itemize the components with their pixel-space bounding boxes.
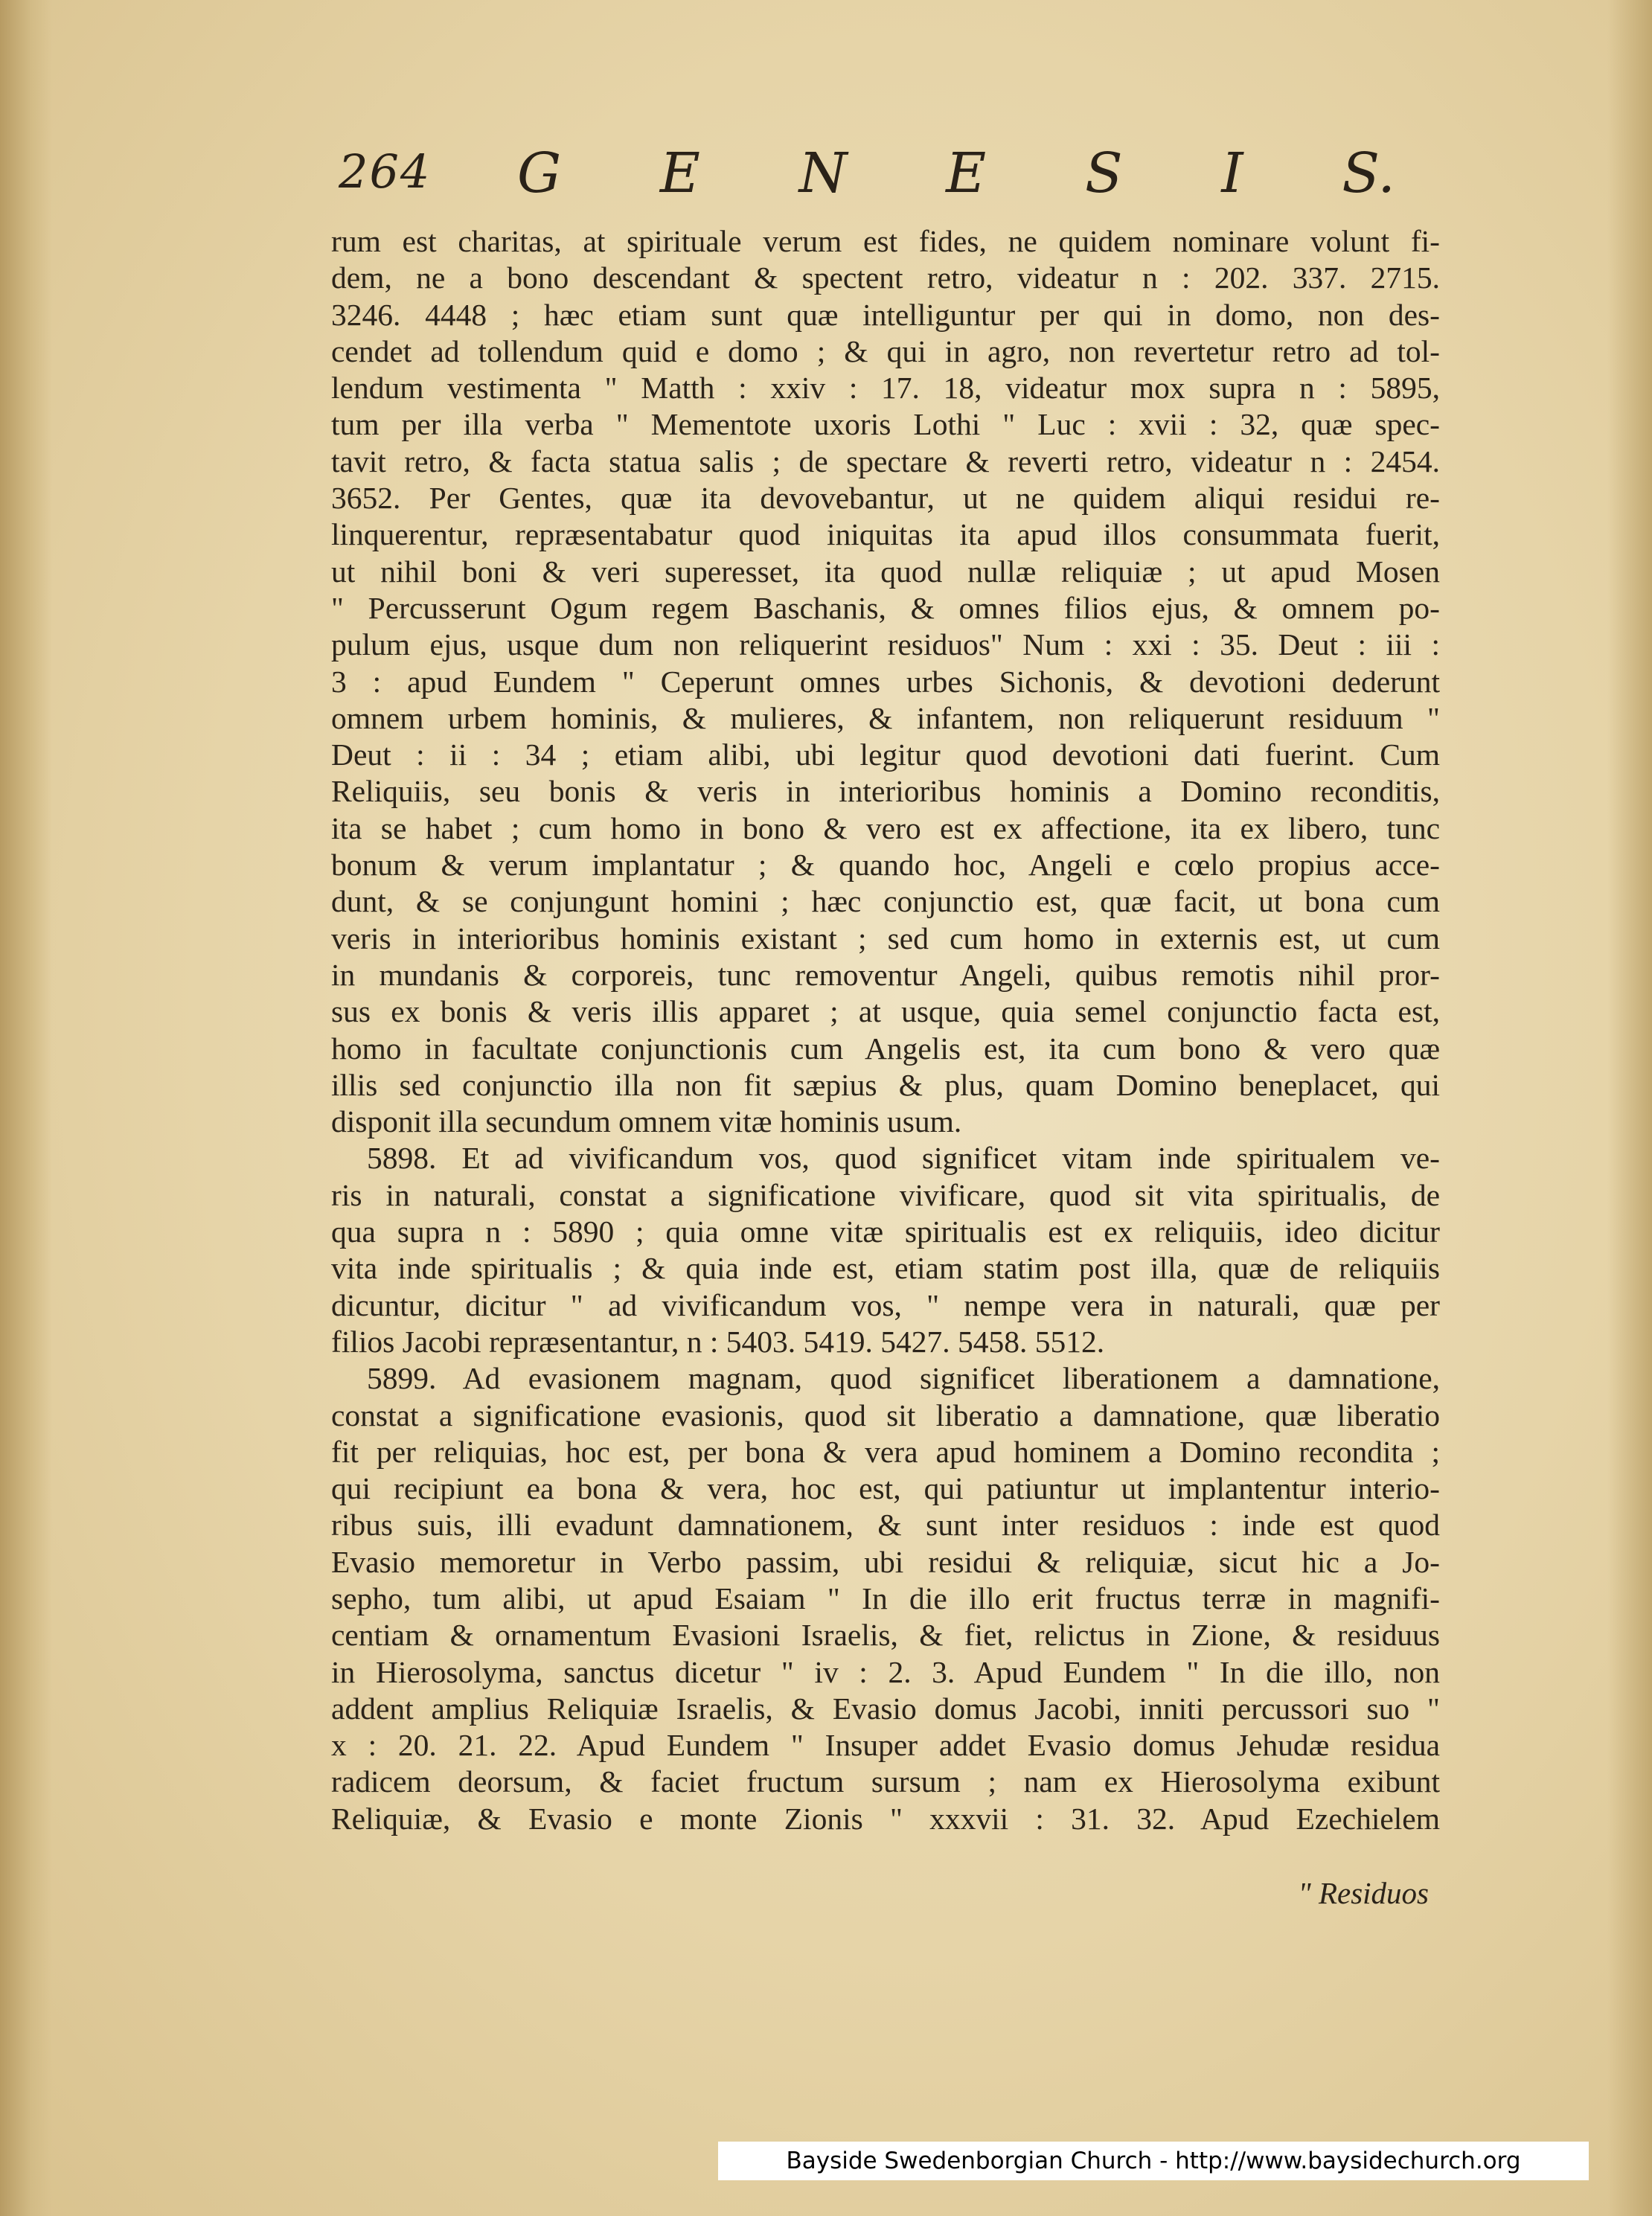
title-letter: E — [659, 141, 700, 205]
text-line: sepho, tum alibi, ut apud Esaiam " In die illo erit fructus terræ in magnifi- — [331, 1581, 1440, 1615]
text-line: Evasio memoretur in Verbo passim, ubi residui & reliquiæ, sicut hic a Jo- — [331, 1544, 1440, 1579]
text-line: in mundanis & corporeis, tunc removentur Angeli, quibus remotis nihil pror- — [331, 957, 1440, 992]
text-line: Reliquiæ, & Evasio e monte Zionis " xxxvii : 31. 32. Apud Ezechielem — [331, 1801, 1440, 1836]
text-line: constat a significatione evasionis, quod sit liberatio a damnatione, quæ liberatio — [331, 1397, 1440, 1432]
text-line: veris in interioribus hominis existant ; sed cum homo in externis est, ut cum — [331, 920, 1440, 955]
text-line: fit per reliquias, hoc est, per bona & vera apud hominem a Domino recondita ; — [331, 1434, 1440, 1469]
text-line: " Percusserunt Ogum regem Baschanis, & omnes filios ejus, & omnem po- — [331, 590, 1440, 625]
text-line: sus ex bonis & veris illis apparet ; at usque, quia semel conjunctio facta est, — [331, 994, 1440, 1029]
page-number: 264 — [339, 144, 432, 199]
text-line: dicuntur, dicitur " ad vivificandum vos, " nempe vera in naturali, quæ per — [331, 1287, 1440, 1322]
text-line: centiam & ornamentum Evasioni Israelis, & fiet, relictus in Zione, & residuus — [331, 1618, 1440, 1653]
text-line: radicem deorsum, & faciet fructum sursum ; nam ex Hierosolyma exibunt — [331, 1764, 1440, 1799]
text-line: tum per illa verba " Mementote uxoris Lothi " Luc : xvii : 32, quæ spec- — [331, 407, 1440, 442]
text-line: ribus suis, illi evadunt damnationem, & sunt inter residuos : inde est quod — [331, 1508, 1440, 1543]
title-letter: E — [946, 141, 987, 205]
text-line: bonum & verum implantatur ; & quando hoc, Angeli e cœlo propius acce- — [331, 848, 1440, 883]
text-line: addent amplius Reliquiæ Israelis, & Evasio domus Jacobi, inniti percussori suo " — [331, 1691, 1440, 1726]
text-line: dem, ne a bono descendant & spectent retro, videatur n : 202. 337. 2715. — [331, 260, 1440, 295]
text-line: illis sed conjunctio illa non fit sæpius & plus, quam Domino beneplacet, qui — [331, 1067, 1440, 1102]
title-letter: I — [1221, 141, 1243, 205]
text-line: ut nihil boni & veri superesset, ita quod nullæ reliquiæ ; ut apud Mosen — [331, 554, 1440, 589]
body-text — [331, 223, 1440, 1837]
title-letter: S. — [1342, 141, 1395, 205]
paragraph-5899-start: 5899. Ad evasionem magnam, quod significet liberationem a damnatione, — [367, 1361, 1440, 1396]
page-header — [339, 141, 1455, 208]
text-line: qui recipiunt ea bona & vera, hoc est, qui patiuntur ut implantentur interio- — [331, 1471, 1440, 1506]
text-line: Deut : ii : 34 ; etiam alibi, ubi legitur quod devotioni dati fuerint. Cum — [331, 737, 1440, 772]
text-line: 3 : apud Eundem " Ceperunt omnes urbes Sichonis, & devotioni dederunt — [331, 664, 1440, 699]
text-line: qua supra n : 5890 ; quia omne vitæ spiritualis est ex reliquiis, ideo dicitur — [331, 1214, 1440, 1249]
text-line: vita inde spiritualis ; & quia inde est, etiam statim post illa, quæ de reliquiis — [331, 1251, 1440, 1286]
text-line: 3652. Per Gentes, quæ ita devovebantur, ut ne quidem aliqui residui re- — [331, 481, 1440, 516]
text-line: cendet ad tollendum quid e domo ; & qui in agro, non revertetur retro ad tol- — [331, 333, 1440, 368]
text-line: pulum ejus, usque dum non reliquerint residuos" Num : xxi : 35. Deut : iii : — [331, 627, 1440, 662]
text-line: Reliquiis, seu bonis & veris in interioribus hominis a Domino reconditis, — [331, 774, 1440, 809]
text-line: ita se habet ; cum homo in bono & vero est ex affectione, ita ex libero, tunc — [331, 810, 1440, 845]
title-letter: G — [517, 141, 562, 205]
text-line: linquerentur, repræsentabatur quod iniquitas ita apud illos consummata fuerit, — [331, 517, 1440, 552]
text-line: in Hierosolyma, sanctus dicetur " iv : 2. 3. Apud Eundem " In die illo, non — [331, 1654, 1440, 1689]
running-title — [517, 141, 1395, 205]
watermark-credit: Bayside Swedenborgian Church - http://www.baysidechurch.org — [718, 2142, 1589, 2180]
paragraph-5898-start: 5898. Et ad vivificandum vos, quod significet vitam inde spiritualem ve- — [367, 1141, 1440, 1176]
text-line: ris in naturali, constat a significatione vivificare, quod sit vita spiritualis, de — [331, 1177, 1440, 1212]
text-line: filios Jacobi repræsentantur, n : 5403. 5419. 5427. 5458. 5512. — [331, 1324, 1105, 1359]
text-line: disponit illa secundum omnem vitæ hominis usum. — [331, 1104, 962, 1139]
title-letter: N — [798, 141, 848, 205]
text-line: 3246. 4448 ; hæc etiam sunt quæ intelliguntur per qui in domo, non des- — [331, 297, 1440, 332]
text-line: dunt, & se conjungunt homini ; hæc conjunctio est, quæ facit, ut bona cum — [331, 884, 1440, 919]
text-line: tavit retro, & facta statua salis ; de spectare & reverti retro, videatur n : 2454. — [331, 443, 1440, 478]
catchword: " Residuos — [1298, 1876, 1429, 1910]
text-line: x : 20. 21. 22. Apud Eundem " Insuper addet Evasio domus Jehudæ residua — [331, 1728, 1440, 1763]
text-line: rum est charitas, at spirituale verum est fides, ne quidem nominare volunt fi- — [331, 224, 1440, 258]
text-line: omnem urbem hominis, & mulieres, & infantem, non reliquerunt residuum " — [331, 700, 1440, 735]
title-letter: S — [1084, 141, 1123, 205]
text-line: homo in facultate conjunctionis cum Angelis est, ita cum bono & vero quæ — [331, 1031, 1440, 1066]
text-line: lendum vestimenta " Matth : xxiv : 17. 18, videatur mox supra n : 5895, — [331, 371, 1440, 406]
